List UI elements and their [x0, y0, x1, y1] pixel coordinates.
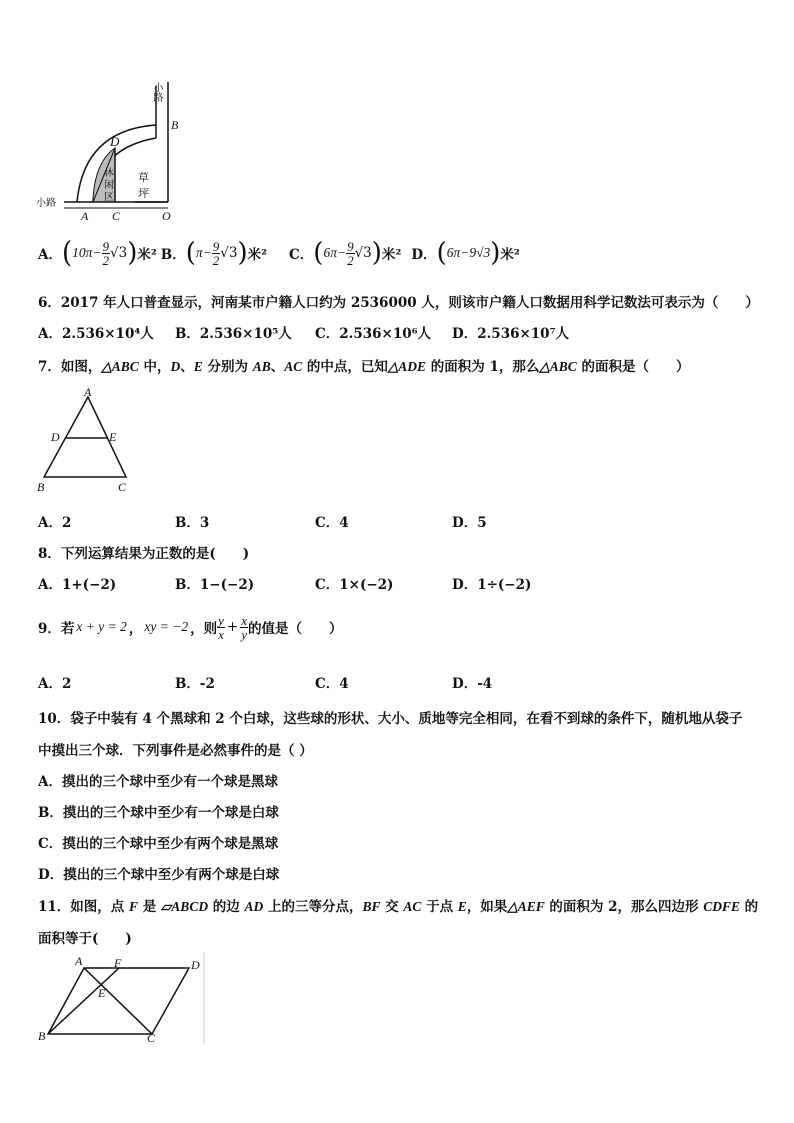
q11-stem-part: ▱ABCD [160, 899, 209, 914]
q8-option-d[interactable]: D．1÷(−2) [452, 577, 532, 593]
q7-option-a[interactable]: A．2 [38, 515, 72, 531]
frac-den: 2 [212, 252, 220, 268]
q6-option-a[interactable]: A．2.536×10⁴人 [38, 326, 154, 342]
q11-stem-part: F [129, 899, 139, 914]
q7-stem-part: 中， [138, 359, 171, 375]
q6-option-b[interactable]: B．2.536×10⁵人 [175, 326, 292, 342]
q5-option-b-post: √3 [220, 245, 238, 261]
q11-stem-part: 于点 [421, 899, 458, 915]
q9-sep: ， [128, 621, 143, 637]
label-E: E [109, 430, 117, 444]
label-B: B [37, 480, 45, 494]
q9-frac-1 [217, 614, 225, 641]
label-rest-area [104, 168, 116, 204]
q11-stem-part: CDFE [703, 899, 740, 914]
q7-stem-part: AB [252, 359, 271, 374]
q7-stem-part: 、 [270, 359, 285, 375]
lawn-char-2: 坪 [138, 187, 149, 200]
label-D: D [51, 430, 60, 444]
q5-option-a-frac [102, 240, 111, 267]
q10-option-c[interactable]: C．摸出的三个球中至少有两个球是黑球 [38, 836, 279, 852]
q7-stem-part: 的面积是（ ） [576, 359, 690, 375]
label-A: A [84, 385, 92, 399]
label-D: D [191, 958, 200, 972]
q7-option-b[interactable]: B．3 [175, 515, 210, 531]
frac-den: y [241, 626, 247, 642]
q5-options [38, 236, 520, 270]
q10-stem-line-2: 中摸出三个球．下列事件是必然事件的是（ ） [38, 743, 313, 759]
q7-stem [38, 355, 689, 375]
q9-cond2: xy = −2 [144, 619, 189, 634]
lawn-char-1: 草 [138, 171, 149, 184]
q5-option-c-unit: 米² [381, 247, 402, 263]
q11-stem-part: AD [244, 899, 264, 914]
q9-then: ，则 [190, 621, 218, 637]
q8-option-c[interactable]: C．1×(−2) [315, 577, 394, 593]
frac-den: 2 [102, 252, 110, 268]
frac-den: 2 [347, 252, 354, 268]
q7-stem-part: 的面积为 1，那么 [426, 359, 540, 375]
label-C: C [112, 209, 121, 223]
q11-stem-part: 上的三等分点， [263, 899, 363, 915]
q11-stem-part: 的 [739, 899, 759, 915]
q11-stem-part: 11．如图，点 [38, 899, 129, 915]
q5-option-a-pre: 10π− [72, 245, 102, 260]
label-road-top: 小路 [151, 82, 162, 102]
q5-option-c-post: √3 [354, 245, 372, 261]
rest-area-char-1: 休 [104, 168, 114, 179]
q7-stem-part: 、 [180, 359, 194, 375]
frac-num: 9 [347, 238, 354, 254]
q11-stem-part: △AEF [507, 899, 545, 914]
q5-option-d-unit: 米² [500, 247, 520, 263]
q9-prefix: 9．若 [38, 621, 75, 637]
q5-figure [34, 78, 194, 228]
q11-stem-part: ，如果 [466, 899, 508, 915]
q5-option-b-letter: B． [160, 247, 186, 263]
label-D: D [110, 134, 120, 149]
rest-area-char-2: 闲 [104, 180, 114, 191]
q11-stem-part: AC [403, 899, 422, 914]
q7-option-d[interactable]: D．5 [452, 515, 487, 531]
q5-option-c[interactable]: C． ( 6π− $\frac{9}{2}$ √3 ) 米² [289, 238, 402, 268]
frac-num: 9 [212, 238, 220, 254]
q7-stem-part: △ADE [387, 359, 427, 374]
frac-den: x [218, 626, 224, 642]
q9-stem [38, 606, 342, 648]
q10-option-b[interactable]: B．摸出的三个球中至少有一个球是白球 [38, 805, 279, 821]
q9-cond1: x + y = 2 [76, 619, 127, 634]
q11-stem-line-1 [38, 895, 758, 915]
q6-option-d[interactable]: D．2.536×10⁷人 [452, 326, 569, 342]
q5-option-c-letter: C． [289, 247, 314, 263]
label-B: B [38, 1029, 46, 1043]
q5-option-b-frac [212, 240, 221, 267]
q7-stem-part: △ABC [101, 359, 139, 374]
label-A: A [81, 209, 89, 223]
q6-option-c[interactable]: C．2.536×10⁶人 [315, 326, 432, 342]
rest-area-char-3: 区 [104, 192, 114, 203]
q11-stem-part: E [457, 899, 467, 914]
q6-stem: 6．2017 年人口普查显示，河南某市户籍人口约为 2536000 人，则该市户籍人口数据用科学记数法可表示为（ ） [38, 295, 759, 311]
q5-option-d-pre: 6π−9√3 [446, 245, 491, 260]
label-A: A [75, 954, 83, 968]
q9-option-c[interactable]: C．4 [315, 676, 349, 692]
label-F: F [114, 956, 122, 970]
q7-option-c[interactable]: C．4 [315, 515, 349, 531]
q5-option-b[interactable]: B． ( π− $\frac{9}{2}$ √3 ) 米² [160, 238, 268, 268]
q9-option-b[interactable]: B．-2 [175, 676, 215, 692]
label-C: C [147, 1031, 156, 1045]
q5-option-b-unit: 米² [247, 247, 268, 263]
q9-frac-2 [240, 614, 248, 641]
q9-plus: + [226, 619, 239, 635]
q5-option-b-pre: π− [195, 245, 212, 260]
q5-option-c-pre: 6π− [323, 245, 347, 260]
q9-suffix: 的值是（ ） [247, 621, 343, 637]
q7-stem-part: 7．如图， [38, 359, 102, 375]
q7-stem-part: 分别为 [202, 359, 253, 375]
label-E: E [98, 986, 106, 1000]
q9-option-d[interactable]: D．-4 [452, 676, 493, 692]
q11-stem-part: BF [362, 899, 381, 914]
q10-stem-line-1: 10．袋子中装有 4 个黑球和 2 个白球，这些球的形状、大小、质地等完全相同，在看不到球的条件下，随机地从袋子 [38, 711, 743, 727]
q5-option-a-post: √3 [110, 245, 128, 261]
q10-option-a[interactable]: A．摸出的三个球中至少有一个球是黑球 [38, 774, 278, 790]
q7-stem-part: △ABC [539, 359, 577, 374]
q11-stem-part: 交 [380, 899, 404, 915]
frac-num: y [218, 612, 224, 628]
q5-option-a-letter: A． [38, 247, 62, 263]
q11-stem-line-2: 面积等于( ) [38, 931, 132, 947]
q5-option-d[interactable]: D． ( 6π−9√3 ) 米² [411, 238, 520, 268]
q7-stem-part: D [170, 359, 181, 374]
q5-option-a-unit: 米² [137, 247, 157, 263]
label-B: B [171, 118, 179, 132]
q7-stem-part: E [193, 359, 203, 374]
label-C: C [118, 480, 127, 494]
q8-stem: 8．下列运算结果为正数的是( ) [38, 546, 250, 562]
q5-option-a[interactable]: A． ( 10π− $\frac{9}{2}$ √3 ) 米² [38, 236, 157, 270]
q11-figure [34, 952, 206, 1048]
label-road-left: 小路 [36, 198, 56, 209]
q10-option-d[interactable]: D．摸出的三个球中至少有两个球是白球 [38, 867, 280, 883]
q7-stem-part: 的中点，已知 [302, 359, 388, 375]
q5-option-c-frac [346, 240, 355, 267]
q11-stem-part: 的面积为 2，那么四边形 [544, 899, 704, 915]
q7-figure [34, 385, 134, 497]
q11-stem-part: 的边 [208, 899, 245, 915]
frac-num: x [241, 612, 247, 628]
q8-option-b[interactable]: B．1−(−2) [175, 577, 255, 593]
q7-stem-part: AC [284, 359, 303, 374]
label-lawn [138, 170, 149, 202]
q8-option-a[interactable]: A．1+(−2) [38, 577, 117, 593]
q5-option-d-letter: D． [411, 247, 437, 263]
q9-option-a[interactable]: A．2 [38, 676, 72, 692]
frac-num: 9 [102, 238, 110, 254]
label-O: O [162, 209, 171, 223]
q11-stem-part: 是 [138, 899, 161, 915]
